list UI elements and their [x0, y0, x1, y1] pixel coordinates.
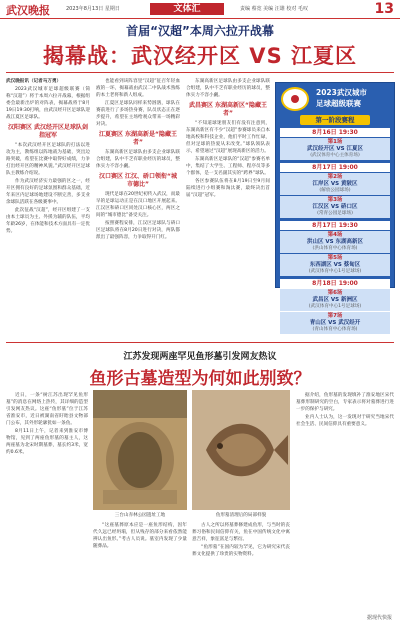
- match-venue: (青山体育中心体育场): [312, 327, 358, 332]
- fish-tomb-photo: [192, 390, 290, 510]
- match-label: 第1场: [327, 139, 343, 145]
- paragraph: 东湖高新区足球队由多支企业球队联合组建，队中不乏有职业经历的球员，整体实力不容小觑。: [186, 79, 270, 98]
- paragraph: “这座墓葬原本应是一座鱼形结构，因年代久远已经坍塌，但从残存的部分来看依然能辨认出鱼形。”考古人员说。墓室内发现了少量随葬品。: [93, 523, 187, 549]
- masthead: [0, 0, 400, 19]
- paragraph: 东湖高新区足球队的“汉超”参赛名单中，集结了大学生、工程师、程序员等多个群体，是一支名副其实的“跨界”球队。: [186, 157, 270, 176]
- editor-credits: 责编 蔡宽 美编 汪雄 校对 毛叹: [240, 6, 308, 12]
- match-date: 8月18日 19:00: [280, 279, 390, 288]
- paragraph: 各区参赛队伍将在8月19日至9月间陆续进行小组赛和淘汰赛，最终决出首届“汉超”冠军。: [186, 179, 270, 198]
- match-teams: 洪山区 VS 东湖高新区: [306, 239, 364, 245]
- match-date: 8月17日 19:30: [280, 221, 390, 230]
- paragraph: 近日，一条“树江苏出现罕见鱼形墓”的消息在网络上热传，其详细的造型引发网友热议。这座“鱼形墓”位于江苏省淮安市，近日被湖南省盱眙县文物部门公布，其外形轮廓犹如一条鱼。: [6, 393, 88, 426]
- paragraph: 业内人士认为，这一发现对于研究当地宋代社会生活、民间信仰具有重要意义。: [296, 415, 394, 427]
- schedule-day: [280, 221, 390, 276]
- match-teams: 青山区 VS 武汉经开: [309, 320, 361, 326]
- excavation-site-photo: [93, 390, 187, 510]
- section-tag: 文体汇: [150, 3, 224, 15]
- match-label: 第7场: [327, 313, 343, 319]
- match-teams: 东西湖区 VS 蔡甸区: [309, 262, 361, 268]
- match-venue: (解放公园球场): [319, 188, 351, 193]
- story1-headline: 揭幕战：武汉经开区 VS 江夏区: [43, 44, 357, 68]
- paragraph: “本次武汉经开区足球队的打法以进攻为主，教练组以阵地战为基础，突出边路突破，希望在比赛中取得好成绩，力争打出经开区的精神风貌。”武汉经开区足球队主教练介绍说。: [6, 143, 90, 176]
- source-credit: 据现代快报: [366, 615, 392, 621]
- subhead: 汉口赛区 江汉、硚口领衔“城市德比”: [98, 173, 178, 188]
- schedule-day: [280, 128, 390, 160]
- story2-column-3: [192, 522, 290, 618]
- story1-column-3: [186, 78, 270, 334]
- match-label: 第2场: [327, 174, 343, 180]
- paragraph: “不知道球迷朋友们有没有注意到，东湖高新区有不少“汉超”参赛球员来自本地高校和科技企业，他们平时工作忙碌，但对足球的热爱从未改变。”球队领队表示，希望通过“汉超”展现高新区的活力。: [186, 121, 270, 154]
- match-venue: (武汉体育中心主体育场): [310, 153, 360, 158]
- issue-date: 2023年8月13日 星期日: [66, 6, 120, 12]
- match-label: 第4场: [327, 232, 343, 238]
- lead-label: 武汉晚报讯（记者马万勇）: [6, 79, 62, 84]
- paragraph: 按照赛程安排，江汉区足球队与硚口区足球队将在8月20日进行对决，两队都派出了最强阵容，力争取得开门红。: [96, 221, 180, 240]
- paragraph: 东湖高新区足球队由多支企业球队联合组建，队中不乏有职业经历的球员，整体实力不容小觑。: [96, 150, 180, 169]
- story1-column-1: [6, 78, 90, 334]
- photo-caption: 鱼形墓清理后的局部样貌: [215, 513, 267, 518]
- league-logo-icon: [281, 87, 309, 111]
- story2-kicker: 江苏发现两座罕见鱼形墓引发网友热议: [123, 352, 277, 362]
- paragraph: 作为武汉经济实力最强的区之一，经开区拥有良好的足球氛围和群众基础，近年来区内足球场地建设不断完善，多支业余球队活跃在各级赛事中。: [6, 179, 90, 205]
- paragraph: “鱼形墓”在国内较为罕见，它为研究宋代丧葬文化提供了珍贵的实物资料。: [192, 545, 290, 557]
- story2-column-1: [6, 392, 88, 620]
- match-venue: (常青公园足球场): [317, 211, 353, 216]
- story1-kicker: 首届“汉超”本周六拉开战幕: [126, 24, 274, 38]
- match-item: [280, 173, 390, 195]
- schedule-day: [280, 163, 390, 218]
- paragraph: 江夏区足球队同样来势汹汹，球队在赛前进行了多场热身赛，队员状态正在逐步提升，希望在主场给观众带来一场精彩对决。: [96, 101, 180, 127]
- match-teams: 武昌区 VS 新洲区: [312, 297, 358, 303]
- paragraph: 古人之所以将墓葬修建成鱼形，与当时的丧葬习俗和民间信仰有关，鱼在中国传统文化中寓意吉祥，象征富足与繁衍。: [192, 523, 290, 542]
- subhead: 汉阳赛区 武汉经开区足球队剑指冠军: [7, 124, 89, 139]
- match-item: [280, 231, 390, 253]
- match-label: 第6场: [327, 290, 343, 296]
- subhead: 江夏赛区 东湖高新是“隐藏王者”: [98, 131, 178, 146]
- divider: [6, 342, 394, 343]
- tomb-photo-image: [192, 390, 290, 510]
- match-label: 第5场: [327, 255, 343, 261]
- paragraph: 8月11日上午，记者来到淮安市博物馆，见到了两座鱼形墓的墓主人，这两座墓为北宋时期墓葬，墓长约3米，宽约0.6米。: [6, 429, 88, 455]
- match-teams: 武汉经开区 VS 江夏区: [306, 146, 364, 152]
- paragraph: 也能看到该阵容里“汉超”征召年轻血液的一环，揭幕战由武汉二中队战术熟练的本土老将和新人组成。: [96, 79, 180, 98]
- photo-caption: 三台山赤林公园遗址工地: [114, 513, 166, 518]
- schedule-subtitle: 足球超级联赛: [316, 99, 361, 108]
- paragraph: 据介绍，鱼形墓的发现填补了淮安地区宋代墓葬形制研究的空白，专家表示将对墓葬进行进一步的保护与研究。: [296, 393, 394, 412]
- match-item: [280, 138, 390, 160]
- match-schedule-box: [275, 82, 395, 332]
- newspaper-brand: 武汉晚报: [6, 4, 50, 17]
- match-date: 8月16日 19:30: [280, 128, 390, 137]
- page-number: 13: [374, 1, 394, 17]
- match-teams: 江汉区 VS 硚口区: [312, 204, 358, 210]
- match-venue: (武汉体育中心1号足球场): [308, 304, 362, 309]
- divider: [6, 72, 394, 73]
- match-item: [280, 196, 390, 218]
- schedule-header: [276, 83, 394, 115]
- paragraph: 此次征战“汉超”，经开区组建了一支由本土球员为主、外援为辅的队伍，平均年龄26岁，在体能和技术方面具有一定优势。: [6, 208, 90, 234]
- schedule-day: [280, 279, 390, 334]
- match-item: [280, 312, 390, 334]
- schedule-title: 2023武汉城市: [316, 88, 367, 97]
- site-photo-image: [93, 390, 187, 510]
- story2-headline: 鱼形古墓造型为何如此别致？: [89, 369, 311, 389]
- paragraph: 2023武汉城市足球超级联赛（简称“汉超”）将于本周六拉开战幕，根据组委会最新出炉的对阵表，揭幕战将于8月19日19:30打响，由武汉经开区足球队迎战江夏区足球队。: [6, 87, 90, 120]
- story1-column-2: [96, 78, 180, 334]
- match-venue: (武汉体育中心1号足球场): [308, 269, 362, 274]
- round-title: 第一阶段赛程: [300, 115, 370, 125]
- match-date: 8月17日 19:00: [280, 163, 390, 172]
- match-venue: (洪山体育中心体育场): [312, 246, 358, 251]
- paragraph: 现代足球在20世纪初传入武汉，而最早的足球运动正是在汉口地区开展起来。江汉区和硚口区同处汉口核心区，两区之间的“城市德比”备受关注。: [96, 192, 180, 218]
- match-teams: 江岸区 VS 黄陂区: [312, 181, 358, 187]
- story2-column-2: [93, 522, 187, 618]
- match-item: [280, 254, 390, 276]
- match-item: [280, 289, 390, 311]
- match-label: 第3场: [327, 197, 343, 203]
- story2-column-4: [296, 392, 394, 612]
- subhead: 武昌赛区 东湖高新区“隐藏王者”: [188, 102, 268, 117]
